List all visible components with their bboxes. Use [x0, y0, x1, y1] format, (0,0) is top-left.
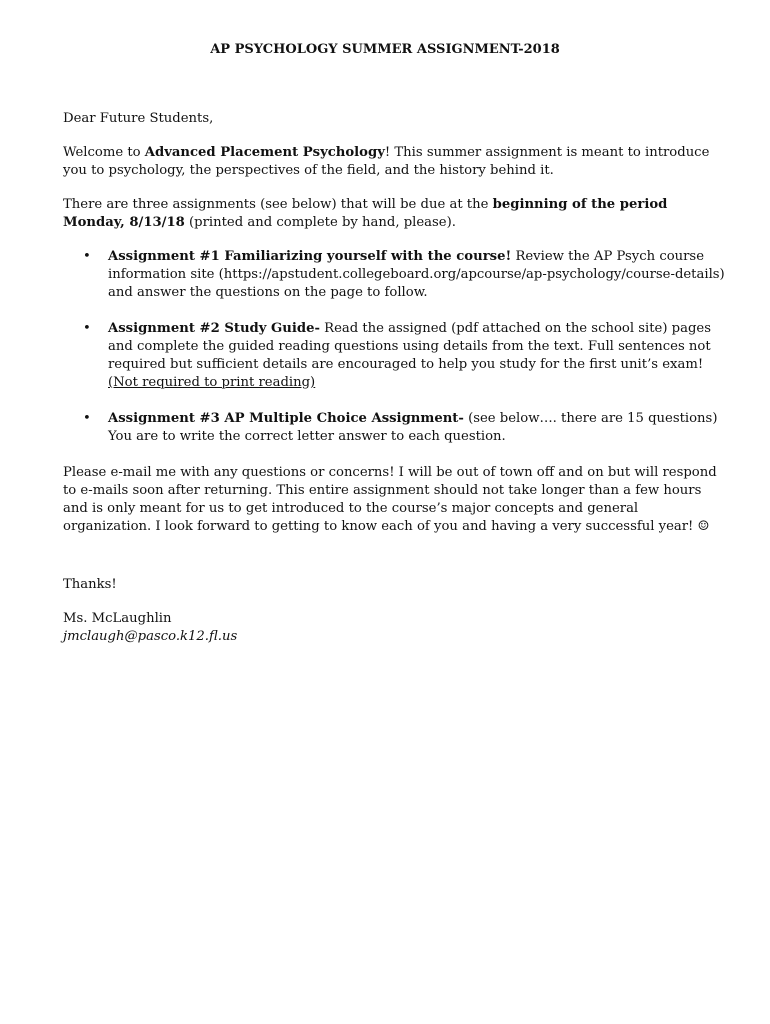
- document-title: AP PSYCHOLOGY SUMMER ASSIGNMENT-2018: [210, 42, 560, 57]
- due-post: (printed and complete by hand, please).: [184, 215, 456, 230]
- document-body: [63, 110, 728, 646]
- closing-paragraph: Please e-mail me with any questions or concerns! I will be out of town off and on but will respond to e-mails soon after returning. This entire assignment should not take longer than a few hours and is only meant for us to get introduced to the course’s major concepts and general organization. I look forward to getting to know each of you and having a very successful year! ☺: [63, 465, 717, 534]
- assignment-text: Review the AP Psych course information site (https://apstudent.collegeboard.org/apcourse/ap-psychology/course-details) and answer the questions on the page to follow.: [108, 249, 725, 300]
- bullet: •: [83, 249, 91, 264]
- list-item: [63, 410, 728, 446]
- assignment-title: Assignment #3 AP Multiple Choice Assignment-: [108, 411, 464, 426]
- welcome-pre: Welcome to: [63, 145, 145, 160]
- list-item: [63, 320, 728, 392]
- assignment-list: [63, 248, 728, 446]
- welcome-paragraph: [63, 144, 728, 180]
- assignment-title: Assignment #2 Study Guide-: [108, 321, 320, 336]
- signature-name: Ms. McLaughlin: [63, 611, 172, 626]
- bullet: •: [83, 411, 91, 426]
- due-date: beginning of the period Monday, 8/13/18: [63, 197, 668, 230]
- assignment-note: (Not required to print reading): [108, 375, 316, 390]
- bullet: •: [83, 321, 91, 336]
- signature-email: jmclaugh@pasco.k12.fl.us: [63, 629, 238, 644]
- course-name: Advanced Placement Psychology: [144, 145, 385, 160]
- due-pre: There are three assignments (see below) that will be due at the: [63, 197, 493, 212]
- thanks: Thanks!: [63, 577, 117, 592]
- welcome-post: ! This summer assignment is meant to introduce you to psychology, the perspectives of the field, and the history behind it.: [63, 145, 710, 178]
- assignment-title: Assignment #1 Familiarizing yourself with the course!: [108, 249, 512, 264]
- list-item: [63, 248, 728, 302]
- greeting: Dear Future Students,: [63, 111, 214, 126]
- assignment-text: Read the assigned (pdf attached on the school site) pages and complete the guided reading questions using details from the text. Full sentences not required but sufficient details are encouraged to help you study for the first unit’s exam!: [108, 321, 711, 372]
- due-paragraph: [63, 196, 728, 232]
- assignment-text: (see below…. there are 15 questions) You are to write the correct letter answer to each question.: [108, 411, 718, 444]
